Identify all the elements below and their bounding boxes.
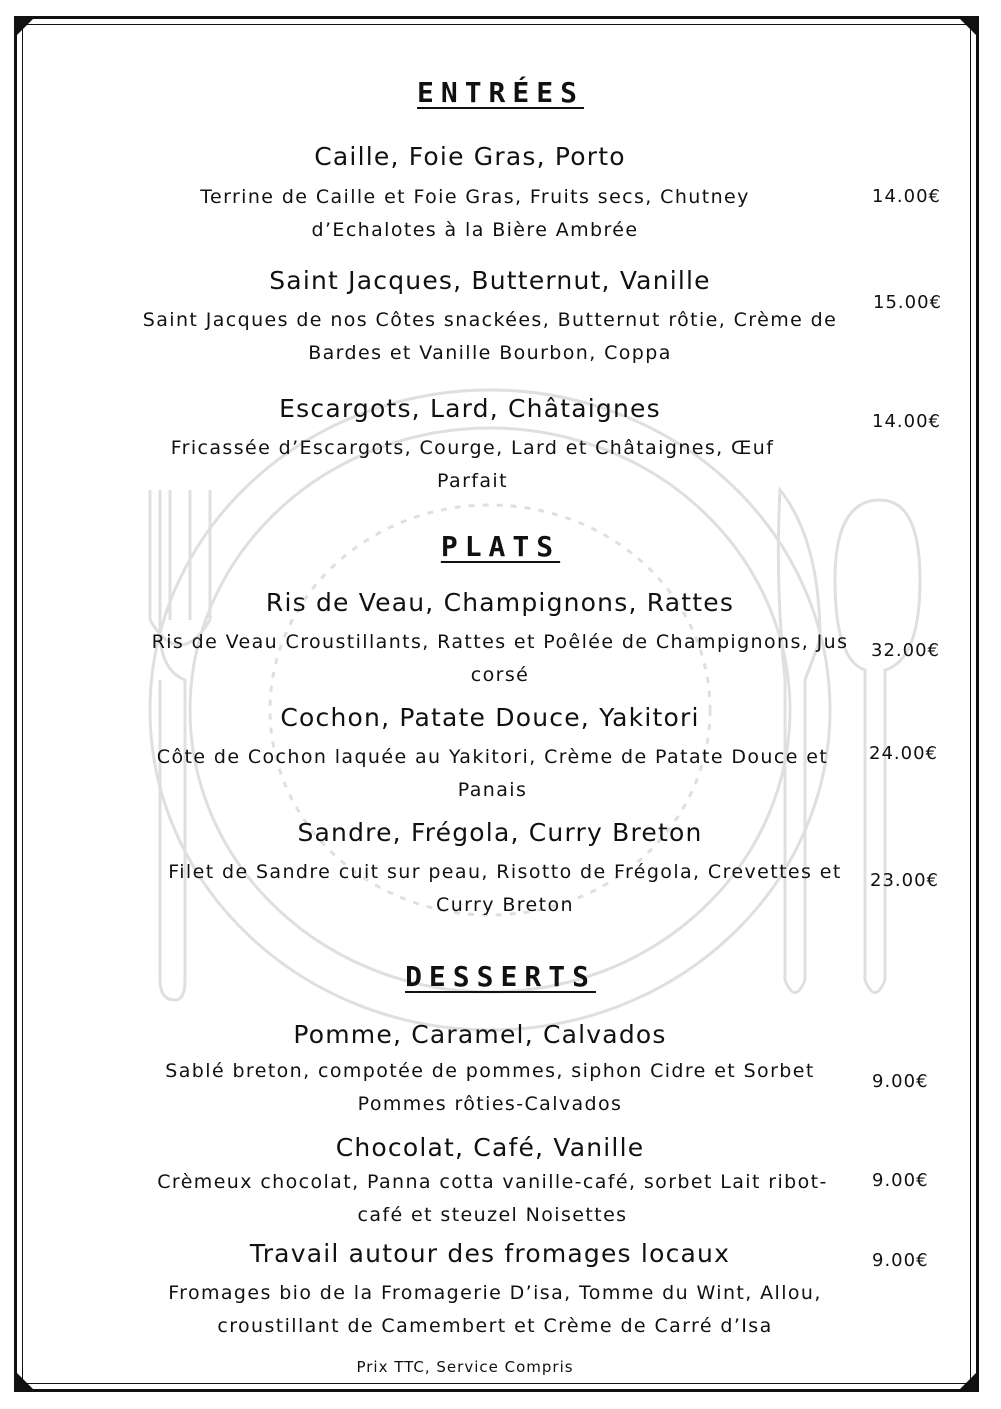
- dish-description-caille: Terrine de Caille et Foie Gras, Fruits secs, Chutney d’Echalotes à la Bière Ambrée: [200, 186, 750, 241]
- footer-note: Prix TTC, Service Compris: [356, 1358, 574, 1376]
- dish-description-pomme: Sablé breton, compotée de pommes, siphon Cidre et Sorbet Pommes rôties-Calvados: [165, 1060, 815, 1115]
- section-title-entrees: ENTRÉES: [416, 76, 584, 109]
- section-title-desserts: DESSERTS: [405, 960, 596, 993]
- dish-description-sandre: Filet de Sandre cuit sur peau, Risotto de Frégola, Crevettes et Curry Breton: [168, 861, 842, 916]
- dish-description-fromages: Fromages bio de la Fromagerie D’isa, Tomme du Wint, Allou, croustillant de Camembert et Crème de Carré d’Isa: [168, 1282, 822, 1337]
- dish-name-pomme: Pomme, Caramel, Calvados: [293, 1020, 667, 1049]
- section-title-plats: PLATS: [440, 530, 561, 563]
- dish-price-saint-jacques: 15.00€: [873, 292, 942, 313]
- dish-description-chocolat: Crèmeux chocolat, Panna cotta vanille-café, sorbet Lait ribot-café et steuzel Noisettes: [157, 1171, 828, 1226]
- dish-description-ris-de-veau: Ris de Veau Croustillants, Rattes et Poêlée de Champignons, Jus corsé: [151, 631, 849, 686]
- dish-name-caille: Caille, Foie Gras, Porto: [314, 142, 626, 171]
- dish-name-chocolat: Chocolat, Café, Vanille: [335, 1133, 645, 1162]
- dish-price-chocolat: 9.00€: [872, 1170, 929, 1191]
- dish-name-ris-de-veau: Ris de Veau, Champignons, Rattes: [265, 588, 735, 617]
- dish-price-fromages: 9.00€: [872, 1250, 929, 1271]
- dish-description-saint-jacques: Saint Jacques de nos Côtes snackées, Butternut rôtie, Crème de Bardes et Vanille Bourbon, Coppa: [142, 309, 838, 364]
- dish-name-escargots: Escargots, Lard, Châtaignes: [279, 394, 661, 423]
- dish-name-fromages: Travail autour des fromages locaux: [249, 1239, 731, 1268]
- dish-name-cochon: Cochon, Patate Douce, Yakitori: [280, 703, 700, 732]
- dish-price-caille: 14.00€: [872, 186, 941, 207]
- dish-description-escargots: Fricassée d’Escargots, Courge, Lard et Châtaignes, Œuf Parfait: [170, 437, 775, 492]
- dish-price-escargots: 14.00€: [872, 411, 941, 432]
- dish-description-cochon: Côte de Cochon laquée au Yakitori, Crème de Patate Douce et Panais: [156, 746, 829, 801]
- dish-price-pomme: 9.00€: [872, 1071, 929, 1092]
- dish-price-sandre: 23.00€: [870, 870, 939, 891]
- dish-name-sandre: Sandre, Frégola, Curry Breton: [297, 818, 703, 847]
- dish-price-ris-de-veau: 32.00€: [871, 640, 940, 661]
- dish-name-saint-jacques: Saint Jacques, Butternut, Vanille: [269, 266, 711, 295]
- dish-price-cochon: 24.00€: [869, 743, 938, 764]
